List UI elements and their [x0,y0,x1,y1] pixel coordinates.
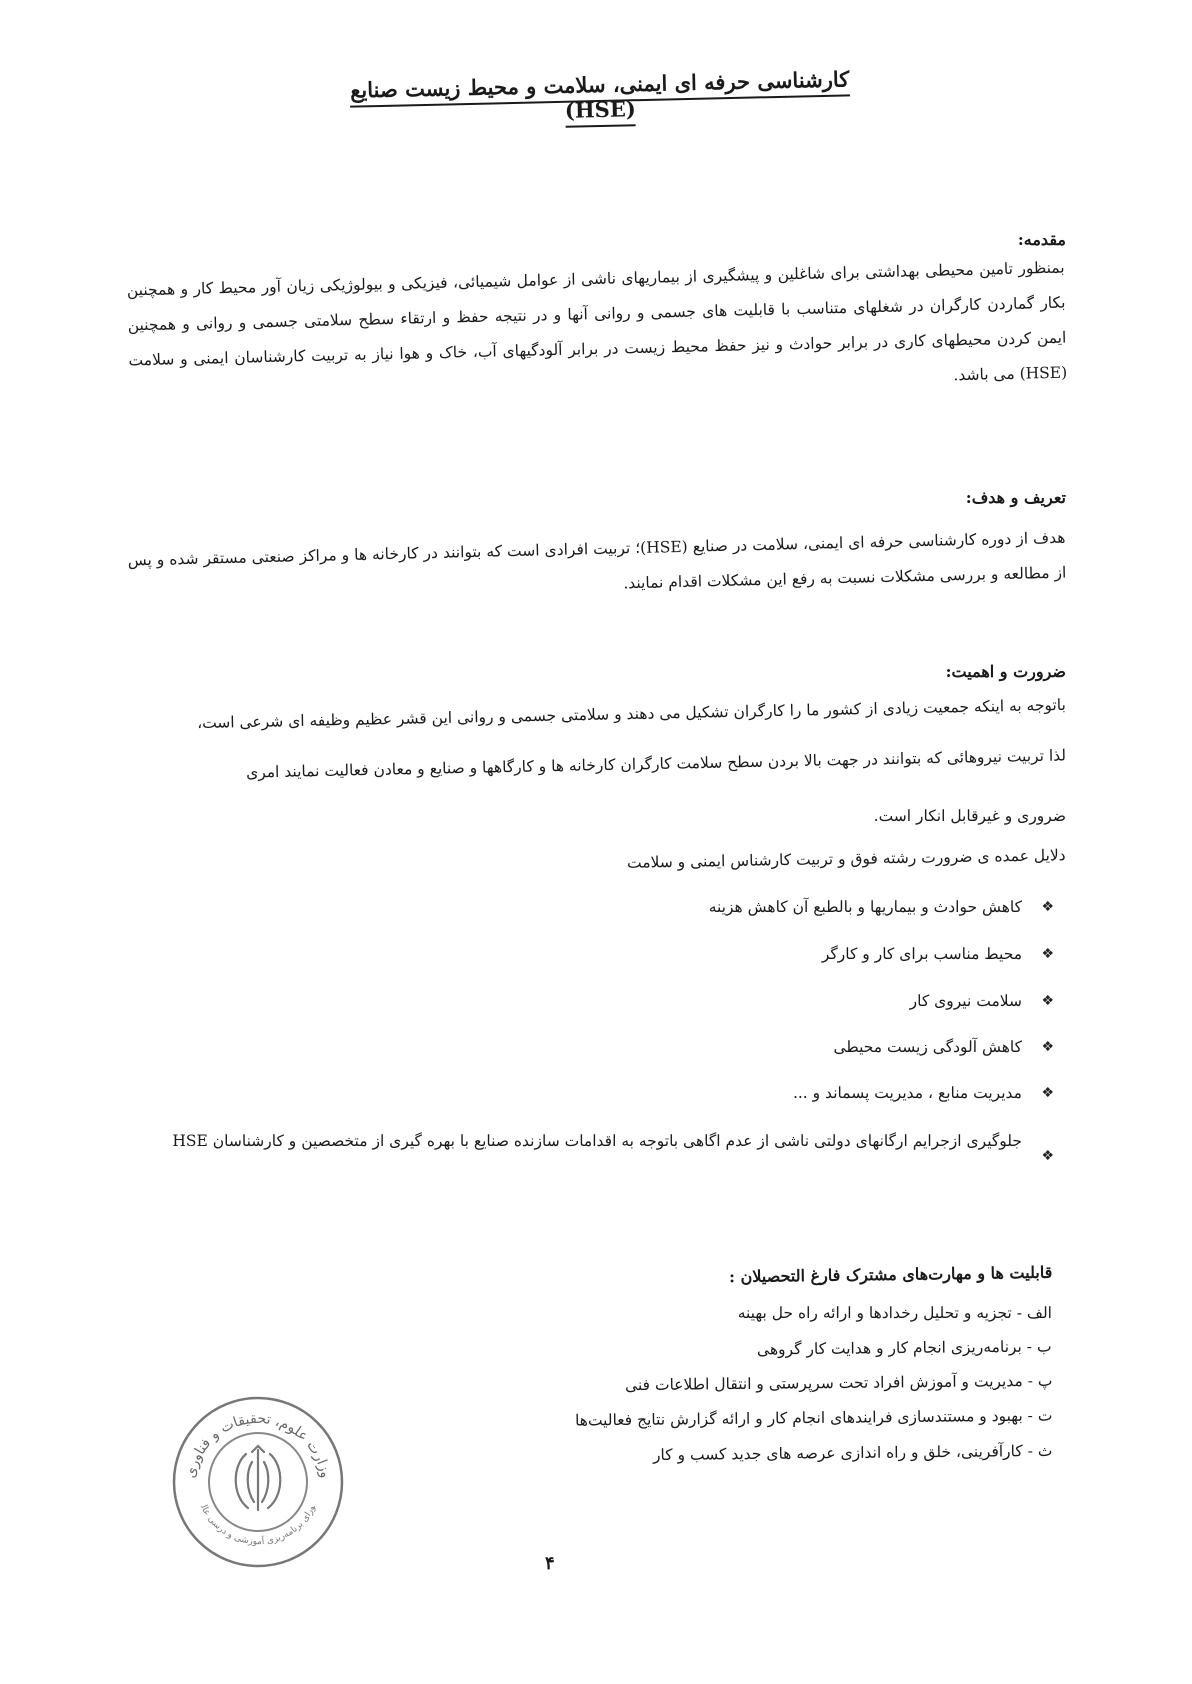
importance-line-1: باتوجه به اینکه جمعیت زیادی از کشور ما را کارگران تشکیل می دهند و سلامتی جسمی و روانی این قشر عظیم وظیفه ای شرعی است، [197,695,1067,733]
importance-heading: ضرورت و اهمیت: [945,662,1066,681]
definition-heading: تعریف و هدف: [965,488,1066,507]
capability-item: ت - بهبود و مستندسازی فرایندهای انجام کار و ارائه گزارش نتایج فعالیت‌ها [574,1406,1053,1430]
intro-paragraph: بمنظور تامین محیطی بهداشتی برای شاغلین و پیشگیری از بیماریهای ناشی از عوامل شیمیائی، فیزیکی و بیولوژیکی زیان آور محیط کار و همچنین بکار گماردن کارگران در شغلهای متناسب با قابلیت های جسمی و روانی آنها و در نتیجه حفظ و ارتقاء سطح سلامتی جسمی و روانی و همچنین ایمن کردن محیطهای کاری در برابر حوادث و نیز حفظ محیط زیست در برابر آلودگیهای آب، خاک و هوا نیاز به تربیت کارشناسان ایمنی و سلامت (HSE) می باشد. [126,258,1068,385]
svg-text:وزارت علوم، تحقیقات و فناوری: وزارت علوم، تحقیقات و فناوری [182,1410,334,1480]
capability-item: الف - تجزیه و تحلیل رخدادها و ارائه راه حل بهینه [737,1304,1052,1322]
reason-item: ❖ کاهش آلودگی زیست محیطی [833,1038,1054,1056]
capabilities-heading: قابلیت ها و مهارت‌های مشترک فارغ التحصیلان : [728,1262,1053,1287]
diamond-bullet-icon: ❖ [1041,899,1054,915]
diamond-bullet-icon: ❖ [1041,1039,1054,1055]
importance-line-2: لذا تربیت نیروهائی که بتوانند در جهت بالا بردن سطح سلامت کارگران کارخانه ها و کارگاهها و صنایع و معادن فعالیت نمایند امری [245,746,1067,782]
importance-line-4: دلایل عمده ی ضرورت رشته فوق و تربیت کارشناس ایمنی و سلامت [627,846,1067,872]
reason-item: ❖ مدیریت منابع ، مدیریت پسماند و ... [792,1084,1054,1102]
reason-item: ❖ جلوگیری ازجرایم ارگانهای دولتی ناشی از عدم اگاهی باتوجه به اقدامات سازنده صنایع با بهره گیری از متخصصین و کارشناسان HSE [120,1116,1022,1166]
diamond-bullet-icon: ❖ [1041,993,1054,1009]
importance-line-3: ضروری و غیرقابل انکار است. [873,807,1066,825]
capability-item: ث - کارآفرینی، خلق و راه اندازی عرصه های جدید کسب و کار [652,1441,1053,1465]
title-text: کارشناسی حرفه ای ایمنی، سلامت و محیط زیست صنایع (HSE) [350,66,850,127]
reason-item: ❖ محیط مناسب برای کار و کارگر [821,945,1054,963]
reason-item: ❖ کاهش حوادث و بیماریها و بالطبع آن کاهش هزینه [708,898,1054,916]
capability-item: پ - مدیریت و آموزش افراد تحت سرپرستی و انتقال اطلاعات فنی [624,1371,1053,1395]
intro-heading: مقدمه: [1017,230,1066,249]
reason-item: ❖ سلامت نیروی کار [909,992,1054,1010]
definition-paragraph: هدف از دوره کارشناسی حرفه ای ایمنی، سلامت در صنایع (HSE)؛ تربیت افرادی است که بتوانند در کارخانه ها و مراکز صنعتی مستقر شده و پس از مطالعه و بررسی مشکلات نسبت به رفع این مشکلات اقدام نمایند. [127,528,1067,593]
capability-item: ب - برنامه‌ریزی انجام کار و هدایت کار گروهی [757,1337,1053,1359]
document-title [330,66,871,128]
svg-text:شورای برنامه‌ریزی آموزشی و درس: ورای برنامه‌ریزی آموزشی و درسی عال [198,1503,318,1548]
diamond-bullet-icon: ❖ [1041,946,1054,962]
page-number: ۴ [545,1553,555,1574]
diamond-bullet-icon: ❖ [1041,1148,1054,1164]
ministry-seal-icon [168,1392,348,1572]
diamond-bullet-icon: ❖ [1041,1085,1054,1101]
